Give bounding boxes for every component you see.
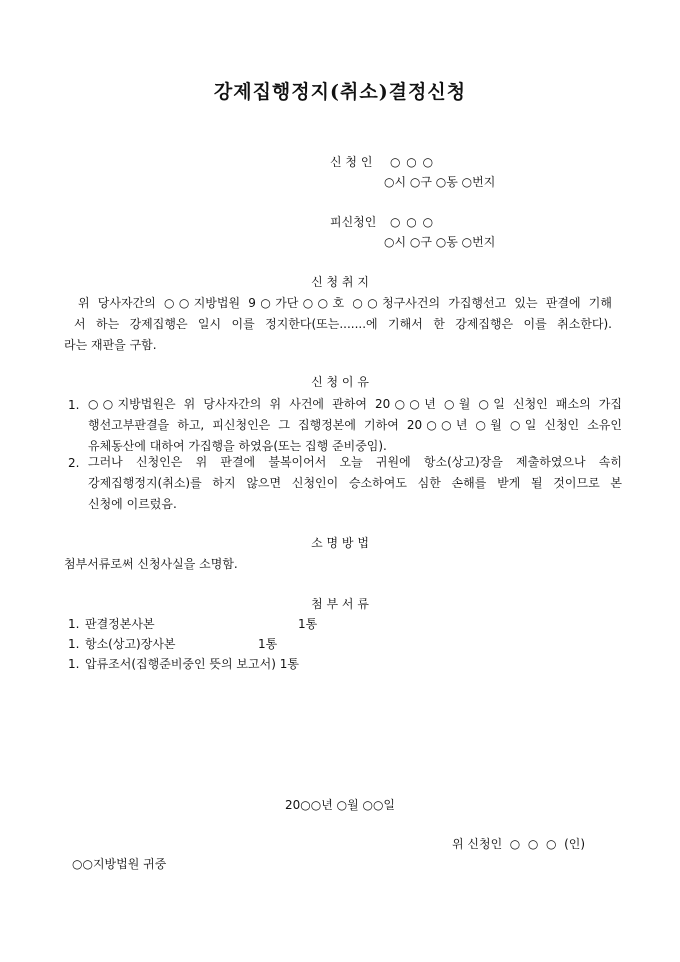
- reason-number: 2.: [68, 456, 80, 470]
- reason-line: 신청에 이르렀음.: [88, 497, 177, 511]
- purpose-line-1: 위 당사자간의 ○○지방법원 9○가단○○호 ○○청구사건의 가집행선고 있는 판결에 기해: [78, 296, 612, 310]
- court-addressee: ○○지방법원 귀중: [72, 857, 167, 871]
- reasons-heading: 신 청 이 유: [311, 375, 369, 389]
- purpose-heading: 신 청 취 지: [311, 275, 369, 289]
- applicant-label: 신 청 인: [330, 155, 373, 169]
- proof-heading: 소 명 방 법: [311, 536, 369, 550]
- respondent-name: ○ ○ ○: [390, 215, 435, 229]
- attachment-name: 항소(상고)장사본: [85, 637, 176, 651]
- purpose-line-3: 라는 재판을 구함.: [64, 338, 157, 352]
- reason-line: 행선고부판결을 하고, 피신청인은 그 집행정본에 기하여 20○○년 ○월 ○일 신청인 소유인: [88, 418, 622, 432]
- purpose-paragraph: [64, 293, 612, 356]
- reason-line: ○○지방법원은 위 당사자간의 위 사건에 관하여 20○○년 ○월 ○일 신청인 패소의 가집: [88, 397, 622, 411]
- attachment-number: 1.: [68, 637, 80, 651]
- proof-text: 첨부서류로써 신청사실을 소명함.: [64, 557, 238, 571]
- signature-line: 위 신청인 ○ ○ ○ (인): [452, 837, 586, 851]
- attachments-heading: 첨 부 서 류: [311, 597, 369, 611]
- filing-date: 20○○년 ○월 ○○일: [284, 798, 396, 812]
- purpose-line-2: 서 하는 강제집행은 일시 이를 정지한다(또는.......에 기해서 한 강제집행은 이를 취소한다).: [74, 317, 612, 331]
- reason-item-1: [68, 394, 622, 457]
- reason-line: 강제집행정지(취소)를 하지 않으면 신청인이 승소하여도 심한 손해를 받게 될 것이므로 본: [88, 476, 622, 490]
- document-title: 강제집행정지(취소)결정신청: [213, 81, 467, 103]
- attachment-count: 1통: [298, 617, 318, 631]
- respondent-label: 피신청인: [330, 215, 377, 229]
- reason-line: 그러나 신청인은 위 판결에 불복이어서 오늘 귀원에 항소(상고)장을 제출하였으나 속히: [88, 455, 622, 469]
- attachment-number: 1.: [68, 617, 80, 631]
- reason-line: 유체동산에 대하여 가집행을 하였음(또는 집행 준비중임).: [88, 439, 387, 453]
- respondent-address: ○시 ○구 ○동 ○번지: [384, 235, 496, 249]
- applicant-name: ○ ○ ○: [390, 155, 435, 169]
- attachment-name: 판결정본사본: [85, 617, 155, 631]
- reason-item-2: [68, 452, 622, 515]
- reason-number: 1.: [68, 398, 80, 412]
- applicant-address: ○시 ○구 ○동 ○번지: [384, 175, 496, 189]
- attachment-count: 1통: [258, 637, 278, 651]
- attachment-name: 압류조서(집행준비중인 뜻의 보고서) 1통: [85, 657, 299, 671]
- attachment-number: 1.: [68, 657, 80, 671]
